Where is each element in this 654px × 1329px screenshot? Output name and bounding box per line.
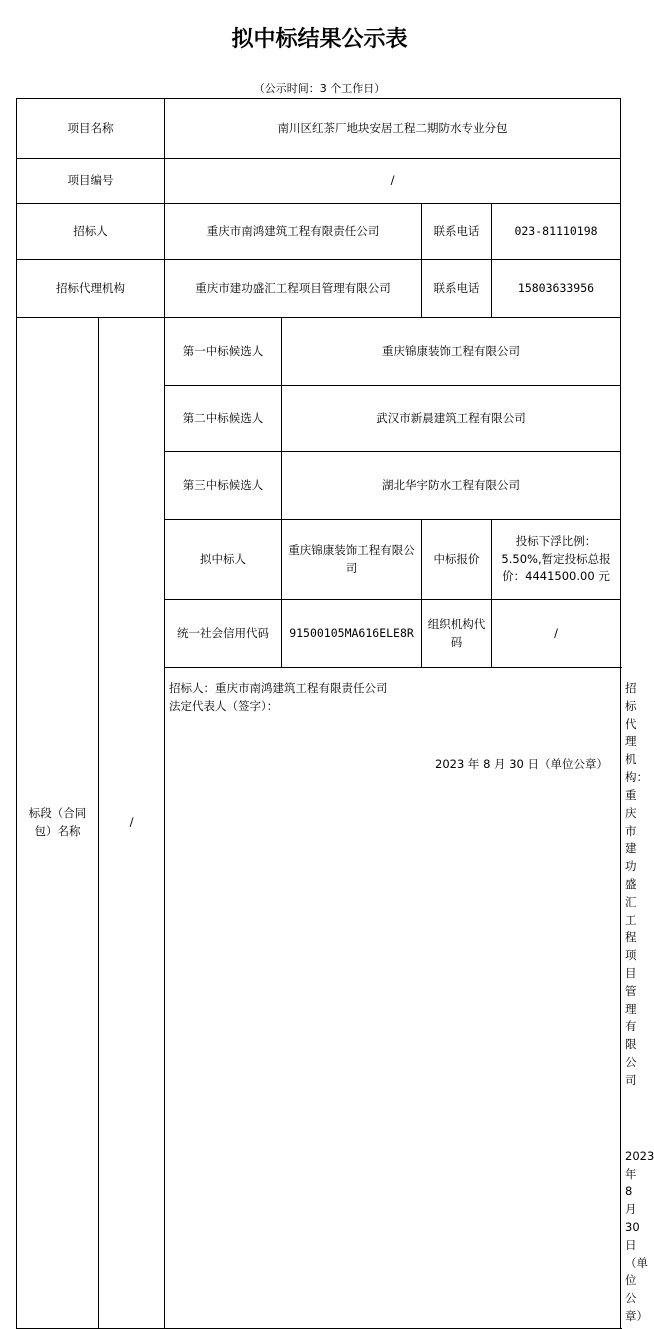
tenderer-signature-line: 招标人：重庆市南鸿建筑工程有限责任公司 [169, 681, 388, 695]
candidate-3-label: 第三中标候选人 [165, 452, 282, 520]
candidate-3-value: 湖北华宇防水工程有限公司 [282, 452, 621, 520]
page-title: 拟中标结果公示表 [231, 26, 408, 52]
row-agency [17, 260, 621, 318]
row-project-code [17, 159, 621, 204]
agency-phone-value: 15803633956 [492, 260, 621, 318]
cert-code-label: 组织机构代码 [422, 600, 492, 668]
credit-code-label: 统一社会信用代码 [165, 600, 282, 668]
agency-date: 2023 年 8 月 30 日（单位公章） [625, 1148, 654, 1323]
project-name-label: 项目名称 [17, 99, 165, 159]
agency-value: 重庆市建功盛汇工程项目管理有限公司 [165, 260, 422, 318]
project-name-value: 南川区红茶厂地块安居工程二期防水专业分包 [165, 99, 621, 159]
project-code-value: / [165, 159, 621, 204]
bid-price-value: 投标下浮比例：5.50%,暂定投标总报价：4441500.00 元 [492, 520, 621, 600]
candidate-1-label: 第一中标候选人 [165, 318, 282, 386]
legal-representative-line: 法定代表人（签字）： [169, 698, 279, 713]
candidate-1-value: 重庆锦康装饰工程有限公司 [282, 318, 621, 386]
winner-label: 拟中标人 [165, 520, 282, 600]
candidate-2-label: 第二中标候选人 [165, 386, 282, 452]
row-tenderer [17, 204, 621, 260]
candidate-2-value: 武汉市新晨建筑工程有限公司 [282, 386, 621, 452]
winner-value: 重庆锦康装饰工程有限公司 [282, 520, 422, 600]
agency-phone-label: 联系电话 [422, 260, 492, 318]
tenderer-phone-label: 联系电话 [422, 204, 492, 260]
publicity-period: （公示时间：3 个工作日） [253, 82, 386, 95]
tenderer-phone-value: 023-81110198 [492, 204, 621, 260]
section-label: 标段（合同包）名称 [17, 318, 99, 1329]
tenderer-label: 招标人 [17, 204, 165, 260]
row-candidate-1 [17, 318, 621, 386]
tenderer-signature-block [165, 668, 621, 1329]
project-code-label: 项目编号 [17, 159, 165, 204]
row-signature: 招标人：重庆市南鸿建筑工程有限责任公司 法定代表人（签字）： 2023 年 8 月 30 日（单位公章） 招标代理机构：重庆市建功盛汇工程项目管理有限公司 2023 年 8 月 30 日（单位公章） [17, 668, 621, 1329]
tenderer-date: 2023 年 8 月 30 日（单位公章） [435, 756, 608, 771]
agency-label: 招标代理机构 [17, 260, 165, 318]
section-value: / [99, 318, 165, 1329]
row-project-name [17, 99, 621, 159]
cert-code-value: / [492, 600, 621, 668]
bid-price-label: 中标报价 [422, 520, 492, 600]
tenderer-value: 重庆市南鸿建筑工程有限责任公司 [165, 204, 422, 260]
credit-code-value: 91500105MA616ELE8R [282, 600, 422, 668]
result-table [16, 98, 654, 1329]
